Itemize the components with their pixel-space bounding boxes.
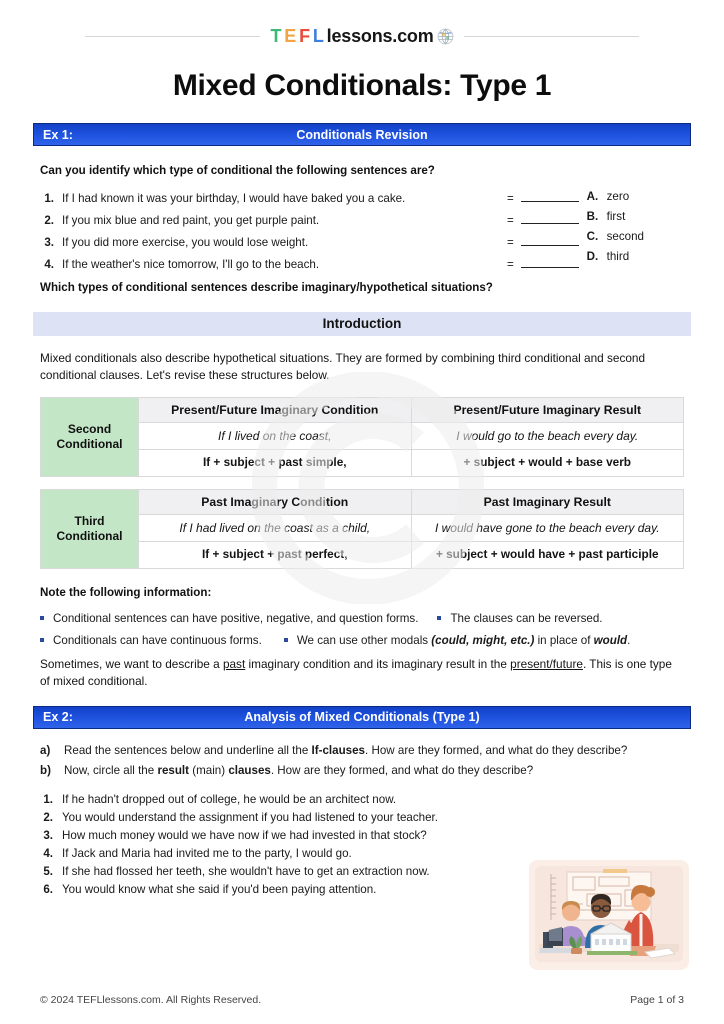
note-text: Conditionals can have continuous forms. — [53, 634, 262, 648]
answer-blank[interactable] — [521, 235, 579, 246]
task-key: a) — [40, 743, 51, 757]
page-number: Page 1 of 3 — [630, 994, 684, 1006]
table-row-tag: Second Conditional — [41, 398, 139, 477]
item-number: 2. — [44, 214, 54, 228]
note-modals-emphasis: (could, might, etc.) — [431, 634, 535, 648]
bullet-icon — [437, 616, 441, 620]
task-text-part: . How are they formed, and what do they describe? — [270, 763, 534, 777]
task-key: b) — [40, 763, 51, 777]
item-number: 6. — [43, 883, 53, 897]
item-text[interactable]: How much money would we have now if we had invested in that stock? — [62, 829, 427, 843]
task-text-part: . How are they formed, and what do they describe? — [365, 743, 628, 757]
note-text: Conditional sentences can have positive, negative, and question forms. — [53, 612, 419, 626]
brand-letter-e: E — [284, 26, 297, 46]
ex1-label: Ex 1: — [43, 127, 73, 142]
ex1-options-list — [587, 191, 644, 271]
third-conditional-table — [40, 489, 684, 569]
formula-condition: If + subject + past simple, — [139, 450, 412, 477]
introduction-paragraph: Mixed conditionals also describe hypothetical situations. They are formed by combining third conditional and second conditional clauses. Let's revise these structures below. — [40, 350, 646, 382]
formula-result: + subject + would have + past participle — [411, 542, 684, 569]
list-item — [40, 812, 684, 824]
ex1-heading: Conditionals Revision — [296, 127, 428, 142]
formula-condition: If + subject + past perfect, — [139, 542, 412, 569]
ex1-question-grid — [40, 191, 684, 271]
item-text[interactable]: If he hadn't dropped out of college, he would be an architect now. — [62, 793, 397, 806]
ex2-tasks — [40, 743, 684, 778]
equals-sign: = — [507, 236, 514, 250]
example-result: I would have gone to the beach every day. — [411, 515, 684, 542]
list-item — [587, 231, 644, 243]
mixed-conditional-paragraph — [40, 656, 684, 690]
notes-row-2 — [40, 634, 684, 647]
list-item — [40, 612, 418, 625]
notes-row-1 — [40, 612, 684, 625]
task-emphasis-if-clauses: If-clauses — [311, 743, 366, 757]
column-header-condition: Present/Future Imaginary Condition — [139, 398, 412, 423]
item-text[interactable]: You would know what she said if you'd been paying attention. — [62, 883, 377, 897]
item-text: If you did more exercise, you would lose weight. — [62, 236, 309, 250]
item-number: 1. — [44, 192, 54, 205]
task-emphasis-clauses: clauses — [228, 763, 271, 777]
note-text-part: . — [627, 634, 631, 648]
column-header-result: Present/Future Imaginary Result — [411, 398, 684, 423]
ex2-heading: Analysis of Mixed Conditionals (Type 1) — [244, 710, 480, 725]
item-number: 1. — [43, 793, 53, 806]
equals-sign: = — [507, 192, 514, 205]
note-text: The clauses can be reversed. — [450, 612, 603, 626]
notes-section — [40, 586, 684, 647]
task-emphasis-result: result — [157, 763, 190, 777]
globe-icon — [437, 28, 454, 45]
header-rule-right — [464, 36, 639, 37]
example-condition: If I lived on the coast, — [139, 423, 412, 450]
item-text: If I had known it was your birthday, I would have baked you a cake. — [62, 192, 406, 205]
item-number: 2. — [43, 811, 53, 825]
ex1-prompt: Can you identify which type of conditional the following sentences are? — [40, 164, 435, 177]
option-text: zero — [606, 190, 630, 203]
task-text-part: (main) — [189, 763, 229, 777]
notes-heading: Note the following information: — [40, 586, 212, 600]
bullet-icon — [40, 616, 44, 620]
column-header-condition: Past Imaginary Condition — [139, 490, 412, 515]
item-text[interactable]: If Jack and Maria had invited me to the party, I would go. — [62, 847, 352, 861]
task-text — [64, 743, 627, 758]
option-letter: A. — [586, 190, 599, 203]
item-number: 3. — [43, 829, 53, 843]
note-text-part: in place of — [534, 634, 594, 648]
item-text[interactable]: You would understand the assignment if you had listened to your teacher. — [62, 811, 438, 825]
list-item — [40, 830, 684, 842]
note-text — [297, 634, 631, 647]
option-text: first — [606, 210, 626, 224]
item-text: If you mix blue and red paint, you get purple paint. — [62, 214, 320, 228]
underlined-present-future: present/future — [510, 657, 583, 672]
list-item — [40, 743, 684, 758]
option-letter: C. — [586, 230, 599, 244]
option-letter: B. — [586, 210, 599, 224]
item-text: If the weather's nice tomorrow, I'll go to the beach. — [62, 258, 320, 272]
list-item — [40, 634, 262, 647]
answer-blank[interactable] — [521, 213, 579, 224]
paragraph-part: imaginary condition and its imaginary result in the — [245, 657, 511, 672]
column-header-result: Past Imaginary Result — [411, 490, 684, 515]
section-bar-ex1 — [33, 123, 691, 146]
list-item — [40, 794, 684, 806]
copyright-text: © 2024 TEFLlessons.com. All Rights Reserved. — [40, 994, 262, 1006]
option-letter: D. — [586, 250, 599, 264]
list-item — [587, 211, 644, 223]
list-item — [587, 251, 644, 263]
bullet-icon — [40, 638, 44, 642]
task-text-part: Now, circle all the — [64, 763, 158, 777]
ex1-followup-question: Which types of conditional sentences describe imaginary/hypothetical situations? — [40, 280, 493, 294]
answer-blank[interactable] — [521, 191, 579, 202]
underlined-past: past — [222, 657, 246, 672]
paragraph-part: Sometimes, we want to describe a — [40, 657, 223, 672]
option-text: second — [606, 230, 644, 244]
bullet-icon — [284, 638, 288, 642]
list-item — [437, 612, 602, 625]
item-text[interactable]: If she had flossed her teeth, she wouldn't have to get an extraction now. — [62, 865, 430, 879]
equals-sign: = — [507, 214, 514, 228]
item-number: 3. — [44, 236, 54, 250]
option-text: third — [606, 250, 630, 264]
section-bar-introduction — [33, 312, 691, 336]
brand-letter-f: F — [299, 26, 310, 46]
header-rule-left — [85, 36, 260, 37]
paragraph-part: . This is one type of mixed conditional. — [40, 657, 672, 689]
equals-sign: = — [507, 258, 514, 272]
brand-logo — [270, 26, 453, 47]
note-would-emphasis: would — [593, 634, 628, 648]
brand-letter-t: T — [270, 26, 282, 46]
example-result: I would go to the beach every day. — [411, 423, 684, 450]
answer-blank[interactable] — [521, 257, 579, 268]
note-text-part: We can use other modals — [296, 634, 432, 648]
list-item — [40, 763, 684, 778]
brand-letter-l: L — [312, 26, 324, 46]
second-conditional-table — [40, 397, 684, 477]
task-text-part: Read the sentences below and underline all the — [64, 743, 312, 757]
page-title: Mixed Conditionals: Type 1 — [172, 69, 552, 102]
item-number: 5. — [43, 865, 53, 879]
formula-result: + subject + would + base verb — [411, 450, 684, 477]
brand-header — [0, 0, 724, 47]
list-item — [587, 191, 644, 203]
item-number: 4. — [43, 847, 53, 861]
architects-team-illustration — [529, 860, 689, 970]
list-item — [284, 634, 631, 647]
item-number: 4. — [44, 258, 54, 272]
section-bar-ex2 — [33, 706, 691, 729]
page-footer — [40, 994, 684, 1006]
table-row-tag: Third Conditional — [41, 490, 139, 569]
list-item — [40, 848, 684, 860]
task-text — [64, 763, 533, 778]
brand-domain: lessons.com — [326, 26, 434, 46]
introduction-heading: Introduction — [322, 316, 402, 332]
example-condition: If I had lived on the coast as a child, — [139, 515, 412, 542]
ex2-label: Ex 2: — [43, 710, 73, 725]
